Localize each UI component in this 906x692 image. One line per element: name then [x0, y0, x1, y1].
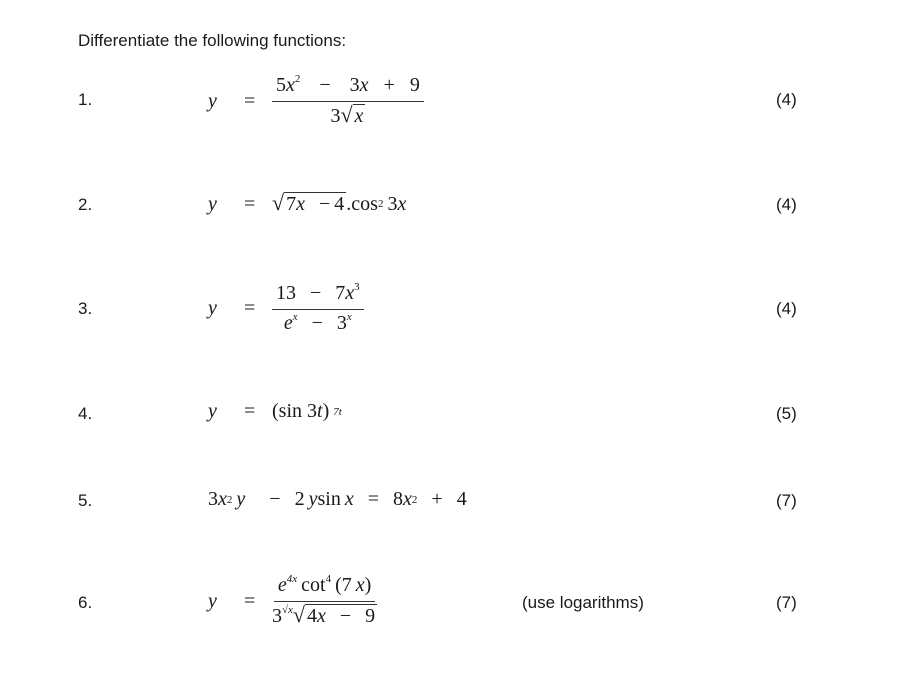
problem-6-expression [208, 574, 377, 628]
problem-number: 3. [78, 299, 93, 318]
numerator: $e^{4x}$ $\cot^4 (7$ x) [274, 574, 376, 602]
heading: Differentiate the following functions: [78, 31, 347, 50]
denominator: $e^x - 3^x$ [283, 311, 352, 334]
problem-4-expression: y = (sin 3 t ) 7t [208, 400, 342, 422]
problem-1-expression [208, 74, 424, 128]
square-root: √ 7x − 4 [272, 190, 345, 215]
problem-3-expression [208, 282, 364, 335]
lhs: y [208, 400, 217, 422]
numerator: $5x^2 - 3x + 9$ [272, 74, 424, 102]
lhs: y [208, 589, 217, 612]
marks: (7) [776, 593, 797, 612]
equals: = [244, 297, 256, 319]
marks: (4) [776, 90, 797, 109]
hint-note: (use logarithms) [522, 593, 644, 612]
problem-number: 6. [78, 593, 93, 612]
problem-2-expression: y = √ 7x − 4 .cos 2 3 x [208, 190, 407, 215]
marks: (7) [776, 491, 797, 510]
lhs: y [208, 192, 217, 215]
numerator: $13 - 7x^3$ [272, 282, 364, 310]
equals: = [244, 89, 256, 112]
denominator: $3^{√x}$ √ 4x − 9 [272, 602, 376, 627]
equals: = [244, 400, 256, 422]
problem-number: 4. [78, 404, 93, 423]
lhs: y [208, 297, 217, 319]
marks: (5) [776, 404, 797, 423]
fraction [272, 282, 364, 335]
marks: (4) [776, 299, 797, 318]
equals: = [244, 589, 256, 612]
marks: (4) [776, 195, 797, 214]
problem-number: 1. [78, 90, 93, 109]
problem-5-expression: 3 x 2 y − 2 y sin x = 8 x 2 + 4 [208, 488, 467, 510]
equals: = [244, 192, 256, 215]
lhs: y [208, 89, 217, 112]
fraction [272, 574, 377, 628]
denominator: 3 √ x [330, 102, 364, 127]
problem-number: 5. [78, 491, 93, 510]
problem-number: 2. [78, 195, 93, 214]
fraction [272, 74, 424, 128]
